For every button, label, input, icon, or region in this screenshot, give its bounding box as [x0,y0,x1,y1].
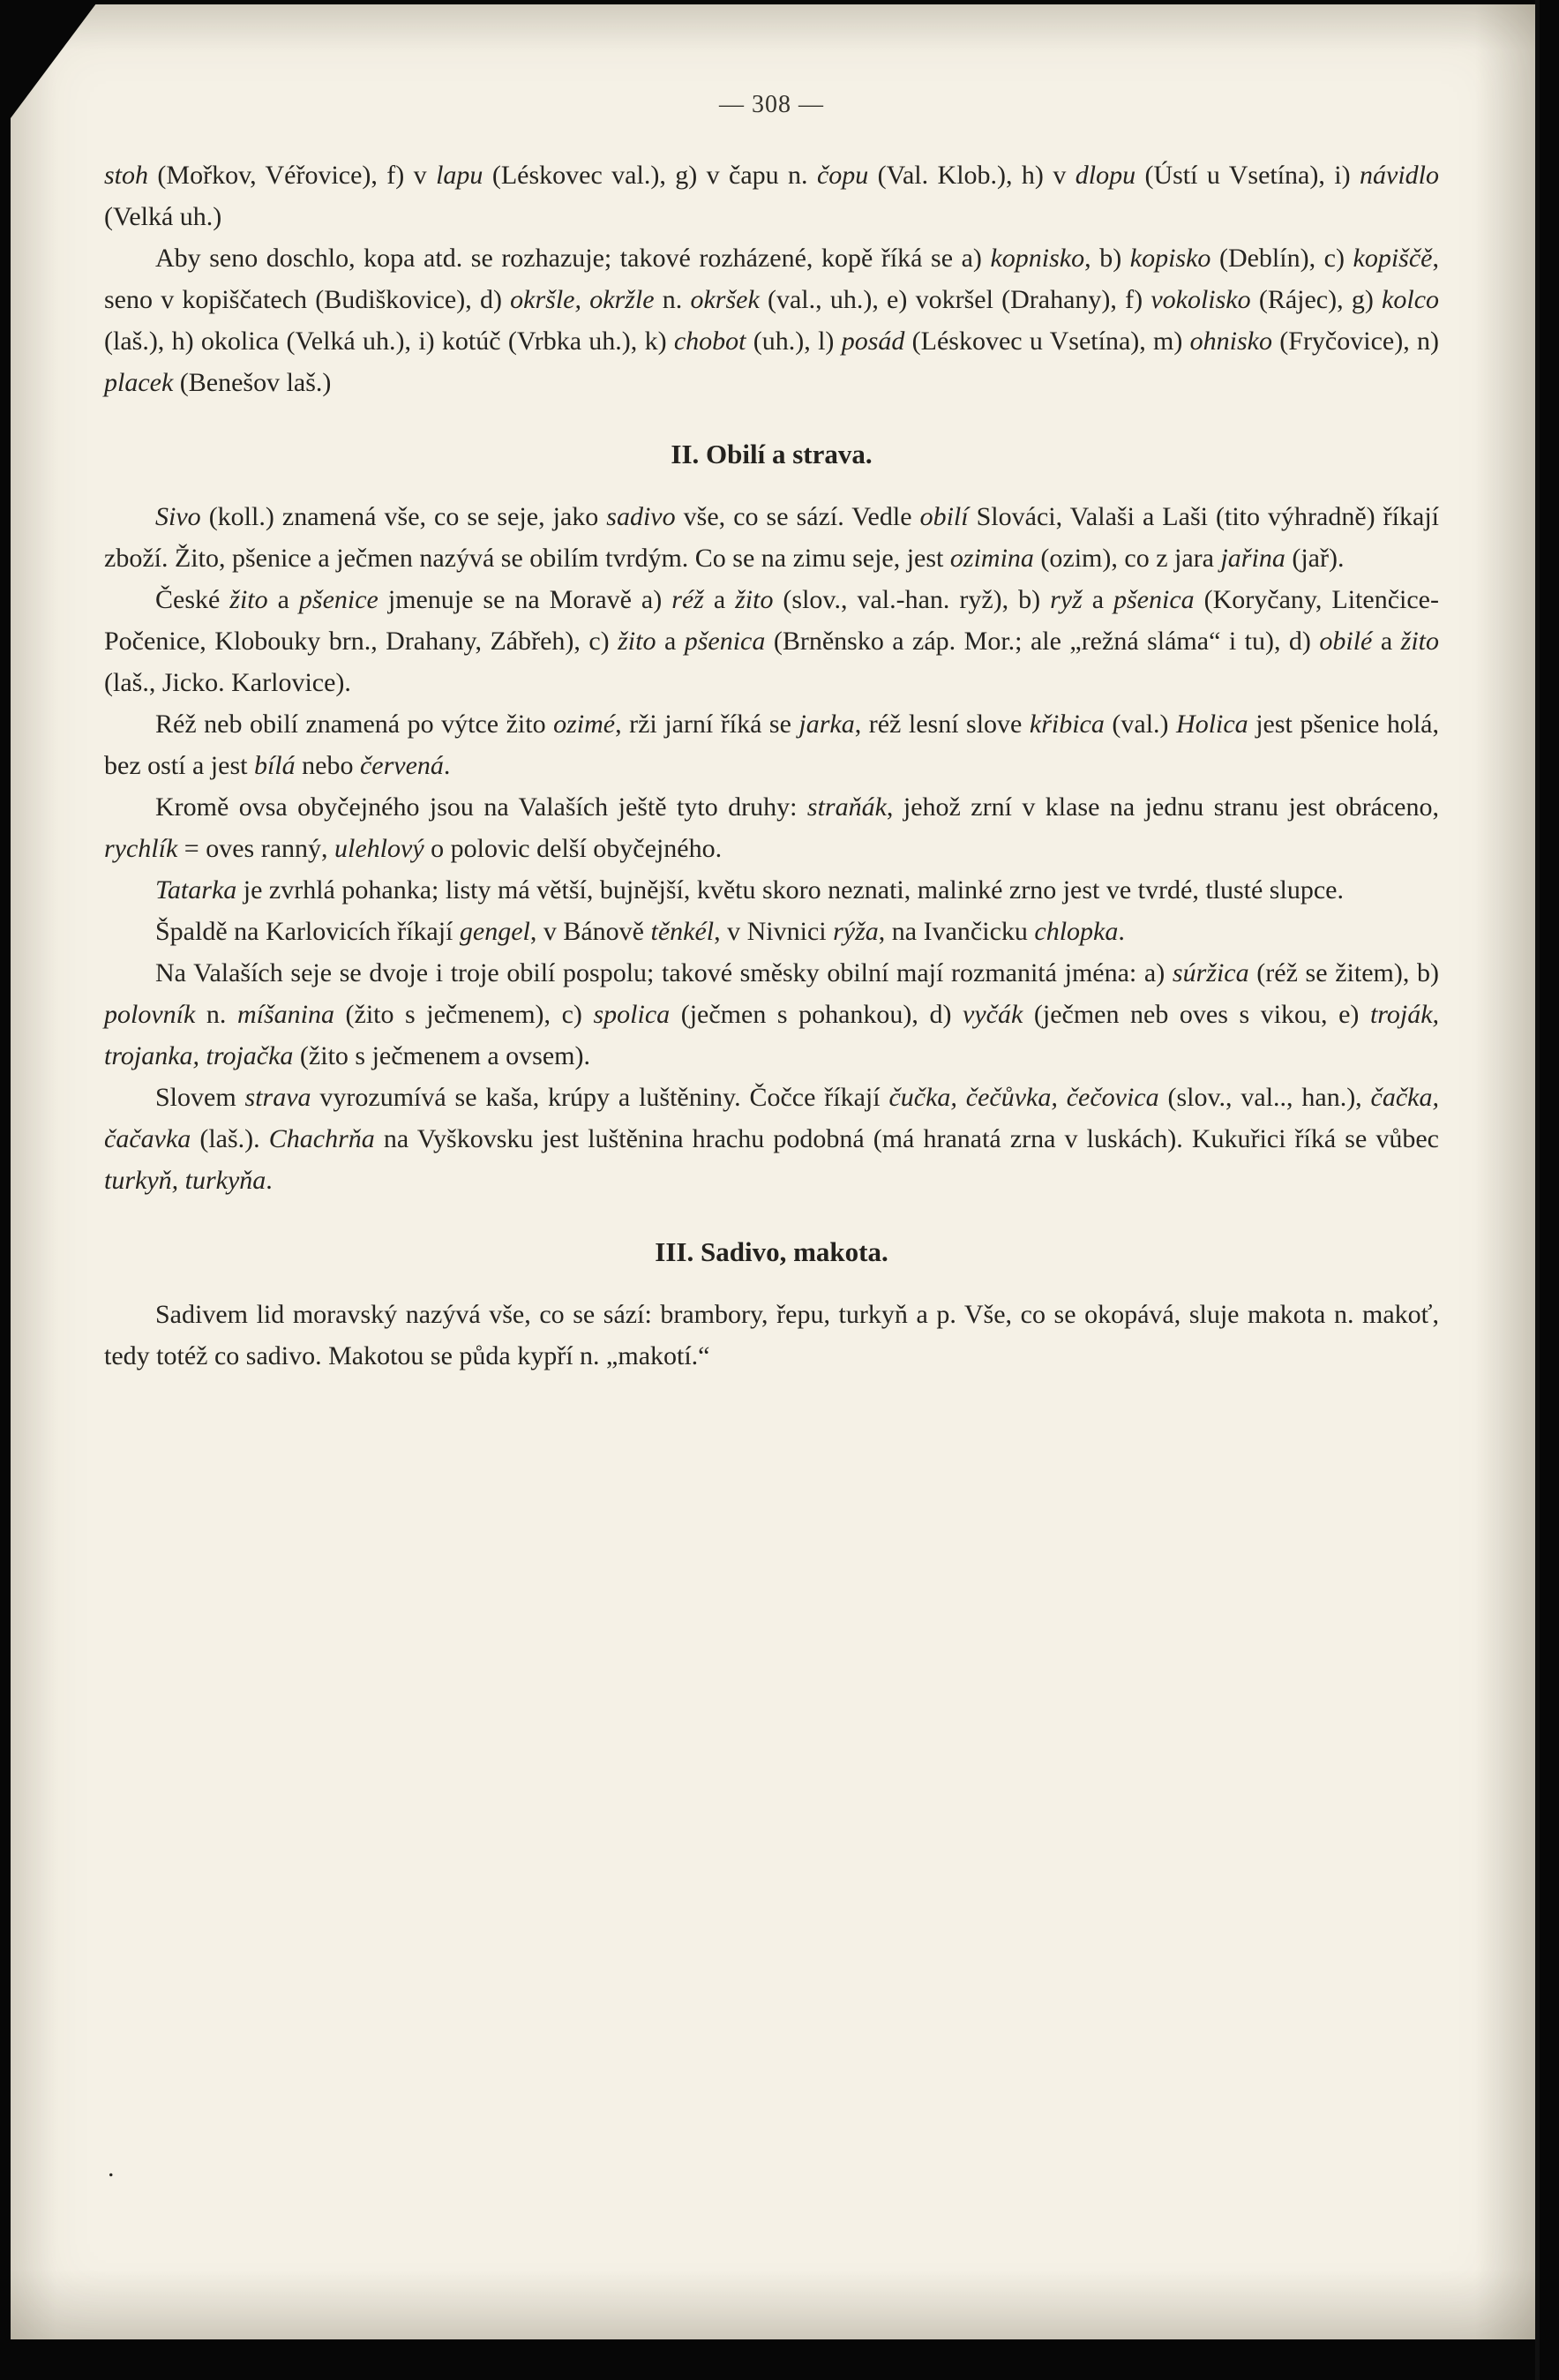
body-text: a [703,585,736,614]
body-text: (ozim), co z jara [1033,544,1221,573]
dialect-term: spolica [593,1000,671,1029]
body-text: (laš.), h) okolica (Velká uh.), i) kotúč (Vrbka uh.), k) [104,327,674,356]
page-number: — 308 — [719,91,824,118]
body-text: , seno v kopiščatech (Budiškovice), d) [104,244,1439,314]
body-text: (Ústí u Vsetína), i) [1136,161,1360,190]
body-text: (jař). [1285,544,1345,573]
dialect-term: troják, trojanka, trojačka [104,1000,1440,1070]
paragraph [104,1294,1439,1377]
body-text: a [656,627,685,656]
dialect-term: dlopu [1075,161,1136,190]
body-text: (Velká uh.) [104,202,222,231]
dialect-term: vokolisko [1151,285,1251,314]
body-text: , réž lesní slove [854,709,1030,739]
dialect-term: čučka, čečůvka, čečovica [888,1083,1159,1112]
body-text: a [1082,585,1113,614]
body-text: (Benešov laš.) [173,368,332,397]
body-text: (Brněnsko a záp. Mor.; ale „režná sláma“ i tu), d) [765,627,1320,656]
body-text: (koll.) znamená vše, co se seje, jako [200,502,607,531]
dialect-term: obilí [919,502,969,531]
body-text: je zvrhlá pohanka; listy má větší, bujnější, květu skoro neznati, malinké zrno jest ve tvrdé, tlusté slupce. [236,875,1344,905]
body-text: (Léskovec val.), g) v čapu n. [483,161,817,190]
body-text: = oves ranný, [177,834,335,863]
body-text: (slov., val.., han.), [1158,1083,1371,1112]
dialect-term: žito [618,627,656,656]
body-text: (Léskovec u Vsetína), m) [904,327,1190,356]
paragraph [104,952,1439,1077]
body-text: a [1372,627,1401,656]
body-text: . [266,1166,273,1195]
body-text: (laš., Jicko. Karlovice). [104,668,351,697]
section-heading: II. Obilí a strava. [671,439,873,469]
body-text: (réž se žitem), b) [1248,958,1440,987]
body-text: (Deblín), c) [1210,244,1353,273]
dialect-term: čačka, čačavka [104,1083,1439,1153]
dialect-term: rychlík [104,834,178,863]
dialect-term: ozimina [949,544,1034,573]
dialect-term: strava [244,1083,311,1112]
dialect-term: jarka [798,709,855,739]
body-text: , v Nivnici [714,917,834,946]
paragraph [104,1077,1439,1201]
dialect-term: ryž [1050,585,1083,614]
scan-edge-line [1535,0,1540,2380]
dialect-term: placek [104,368,174,397]
dialect-term: Holica [1176,709,1248,739]
body-text: Slovem [155,1083,245,1112]
dialect-term: súržica [1172,958,1249,987]
dialect-term: pšenica [1113,585,1195,614]
paragraph [104,869,1439,911]
dialect-term: lapu [436,161,483,190]
body-text: (uh.), l) [746,327,842,356]
dialect-term: obilé [1319,627,1373,656]
paragraph [104,579,1439,703]
paragraph [104,786,1439,869]
body-text: (Val. Klob.), h) v [868,161,1076,190]
dialect-term: červená [359,751,444,780]
body-text: (ječmen s pohankou), d) [670,1000,963,1029]
body-text: (val., uh.), e) vokršel (Drahany), f) [759,285,1151,314]
dialect-term: ohnisko [1189,327,1272,356]
print-artifact-dot: . [108,2153,115,2182]
body-text: vše, co se sází. Vedle [675,502,920,531]
body-text: (Mořkov, Véřovice), f) v [148,161,437,190]
body-text: , v Bánově [529,917,651,946]
body-text: a [267,585,299,614]
body-text: Kromě ovsa obyčejného jsou na Valaších ještě tyto druhy: [155,792,807,822]
body-text: o polovic delší obyčejného. [423,834,723,863]
dialect-term: bílá [253,751,296,780]
dialect-term: okršle, okržle [510,285,655,314]
body-text: , rži jarní říká se [615,709,799,739]
paragraph [104,496,1439,579]
dialect-term: straňák [806,792,887,822]
dialect-term: turkyň, turkyňa [104,1166,266,1195]
dialect-term: stoh [104,161,149,190]
paragraph [104,154,1439,237]
section-heading: III. Sadivo, makota. [655,1236,888,1267]
dialect-term: žito [735,585,774,614]
dialect-term: pšenice [298,585,379,614]
dialect-term: Tatarka [155,875,237,905]
body-text: n. [654,285,691,314]
dialect-term: posád [841,327,905,356]
body-text: Réž neb obilí znamená po výtce žito [155,709,554,739]
dialect-term: křibica [1029,709,1105,739]
dialect-term: čopu [816,161,869,190]
dialect-term: pšenica [684,627,766,656]
body-text: (žito s ječmenem a ovsem). [293,1041,590,1070]
dialect-term: polovník [104,1000,196,1029]
dialect-term: vyčák [963,1000,1023,1029]
dialect-term: chobot [673,327,746,356]
dialect-term: míšanina [236,1000,334,1029]
body-text: na Vyškovsku jest luštěnina hrachu podobná (má hranatá zrna v luskách). Kukuřici říká se vůbec [374,1124,1439,1153]
body-text: Špaldě na Karlovicích říkají [155,917,460,946]
body-text: (val.) [1104,709,1177,739]
body-text: nebo [295,751,360,780]
dialect-term: ozimé [553,709,616,739]
body-text: Slováci, Valaši a Laši (tito výhradně) říkají zboží. Žito, pšenice a ječmen nazývá se obilím tvrdým. Co se na zimu seje, jest [104,502,1439,573]
dialect-term: Chachrňa [268,1124,375,1153]
body-text: , jehož zrní v klase na jednu stranu jest obráceno, [886,792,1440,822]
dialect-term: okršek [690,285,760,314]
paragraph [104,237,1439,403]
dialect-term: chlopka [1034,917,1119,946]
dialect-term: gengel [459,917,530,946]
paragraph [104,703,1439,786]
body-text: (žito s ječmenem), c) [334,1000,594,1029]
body-text: České [155,585,230,614]
dialect-term: kopiščě [1353,244,1433,273]
paragraph [104,911,1439,952]
body-text: vyrozumívá se kaša, krúpy a luštěniny. Čočce říkají [311,1083,889,1112]
dialect-term: žito [1400,627,1439,656]
dialect-term: kopnisko [990,244,1085,273]
body-text: Na Valaších seje se dvoje i troje obilí pospolu; takové směsky obilní mají rozmanitá jména: a) [155,958,1173,987]
body-text: (Fryčovice), n) [1271,327,1439,356]
body-text: Aby seno doschlo, kopa atd. se rozhazuje; takové rozházené, kopě říká se a) [155,244,991,273]
body-text: Sadivem lid moravský nazývá vše, co se sází: brambory, řepu, turkyň a p. Vše, co se okopává, sluje makota n. makoť, tedy totéž co sadivo. Makotou se půda kypří n. „makotí.“ [104,1300,1439,1370]
body-text: (slov., val.-han. ryž), b) [773,585,1051,614]
body-text: n. [195,1000,237,1029]
page-corner-shadow [0,0,99,132]
page-content [104,154,1439,1377]
body-text: . [1118,917,1125,946]
dialect-term: žito [229,585,268,614]
dialect-term: jařina [1220,544,1285,573]
body-text: . [443,751,451,780]
body-text: (Rájec), g) [1250,285,1383,314]
dialect-term: sadivo [606,502,676,531]
body-text: jest pšenice holá, bez ostí a jest [104,709,1439,780]
dialect-term: kolco [1382,285,1440,314]
body-text: (ječmen neb oves s vikou, e) [1023,1000,1370,1029]
dialect-term: rýža [833,917,879,946]
body-text: jmenuje se na Moravě a) [378,585,672,614]
dialect-term: těnkél [650,917,715,946]
dialect-term: ulehlový [334,834,424,863]
dialect-term: Sivo [155,502,201,531]
book-page [11,4,1536,2339]
body-text: (laš.). [191,1124,269,1153]
body-text: , b) [1084,244,1130,273]
body-text: , na Ivančicku [878,917,1035,946]
dialect-term: réž [671,585,704,614]
dialect-term: kopisko [1129,244,1211,273]
dialect-term: návidlo [1360,161,1439,190]
body-text: (Koryčany, Litenčice-Počenice, Klobouky brn., Drahany, Zábřeh), c) [104,585,1439,656]
